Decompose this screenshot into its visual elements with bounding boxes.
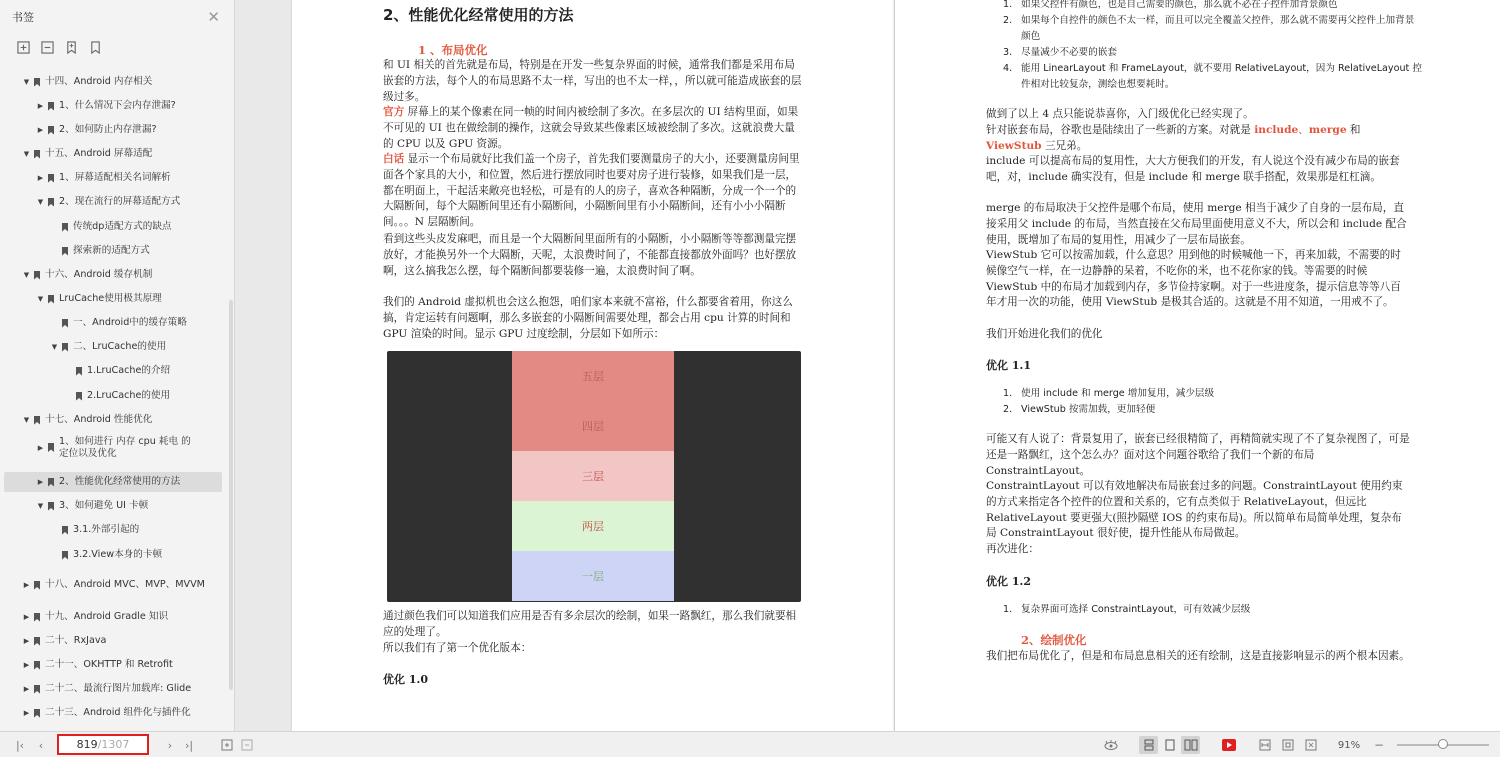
fit-width-icon[interactable] <box>1258 737 1272 753</box>
zoom-slider-handle[interactable] <box>1438 739 1448 749</box>
paragraph: 再次进化： <box>986 543 1039 555</box>
chevron-right-icon[interactable]: ▶ <box>23 685 30 693</box>
continuous-view-icon[interactable] <box>1139 736 1158 754</box>
paragraph: 和 UI 相关的首先就是布局，特别是在开发一些复杂界面的时候，通常我们都是采用布局嵌套的方法，每个人的布局思路不太一样，写出的也不太一样，，所以就可能造成嵌套的层级过多。 <box>383 59 802 103</box>
bookmark-label: 2、现在流行的屏幕适配方式 <box>59 196 181 207</box>
bookmark-item[interactable] <box>4 337 222 357</box>
paragraph: 可能又有人说了：背景复用了，嵌套已经很精简了，再精简就实现了不了复杂视图了，可是还是一路飘红，这个怎么办？面对这个问题谷歌给了我们一个新的布局 ConstraintLayout。 <box>986 433 1410 477</box>
export-page-icon[interactable] <box>240 737 254 753</box>
sidebar-title: 书签 <box>12 11 34 24</box>
keyword-include: include <box>1254 124 1299 136</box>
bookmark-label: 3、如何避免 UI 卡顿 <box>59 500 149 511</box>
page-number-input[interactable]: 819 /1307 <box>57 734 149 755</box>
chevron-down-icon[interactable]: ▼ <box>23 416 30 424</box>
overdraw-layers-figure <box>387 351 801 602</box>
bookmark-item[interactable] <box>4 386 222 406</box>
bookmark-icon <box>48 478 54 487</box>
chevron-right-icon[interactable]: ▶ <box>37 102 44 110</box>
bookmark-label: 1、屏幕适配相关名词解析 <box>59 172 171 183</box>
bookmark-icon <box>34 661 40 670</box>
bookmark-icon <box>34 709 40 718</box>
label-plain: 白话 <box>383 153 405 165</box>
bookmark-icon <box>62 343 68 352</box>
list-item: 1. 使用 include 和 merge 增加复用，减少层级 <box>1003 388 1215 399</box>
add-bookmark-icon[interactable] <box>64 40 78 54</box>
document-page-left <box>292 0 894 731</box>
bookmark-item[interactable] <box>4 72 222 92</box>
page-heading: 2、性能优化经常使用的方法 <box>383 6 574 24</box>
bookmark-item[interactable] <box>4 289 222 309</box>
last-page-icon[interactable]: ›| <box>184 738 194 752</box>
paragraph: 我们开始进化我们的优化 <box>986 328 1103 340</box>
chevron-right-icon[interactable]: ▶ <box>23 709 30 717</box>
bookmark-icon <box>48 102 54 111</box>
sidebar-toolbar <box>0 34 234 60</box>
bookmark-item[interactable] <box>4 435 222 460</box>
list-item: 2. ViewStub 按需加载，更加轻便 <box>1003 404 1156 415</box>
bookmark-label: 1.LruCache的介绍 <box>87 365 171 376</box>
bookmark-icon <box>34 637 40 646</box>
subheading-opt-1-0: 优化 1.0 <box>383 673 428 686</box>
bookmark-item[interactable] <box>4 168 222 188</box>
label-official: 官方 <box>383 106 405 118</box>
bookmark-item[interactable] <box>4 703 222 723</box>
bookmark-item[interactable] <box>4 679 222 699</box>
bookmark-icon <box>34 613 40 622</box>
next-page-icon[interactable]: › <box>167 738 173 752</box>
bookmark-item[interactable] <box>4 217 222 237</box>
bookmark-label: 2、性能优化经常使用的方法 <box>59 476 181 487</box>
fit-page-icon[interactable] <box>1281 737 1295 753</box>
bookmark-label: 传统dp适配方式的缺点 <box>73 221 172 232</box>
keyword-viewstub: ViewStub <box>986 139 1042 152</box>
paragraph: 官方 屏幕上的某个像素在同一帧的时间内被绘制了多次。在多层次的 UI 结构里面，如果不可见的 UI 也在做绘制的操作，这就会导致某些像素区域被绘制了多次。这就浪费大量的 CPU 以及 GPU 资源。 <box>383 106 799 150</box>
subheading-opt-1-2: 优化 1.2 <box>986 575 1031 588</box>
bookmark-label: 3.1.外部引起的 <box>73 524 140 535</box>
close-icon[interactable]: ✕ <box>207 8 220 26</box>
rotate-page-icon[interactable] <box>220 737 234 753</box>
paragraph: 通过颜色我们可以知道我们应用是否有多余层次的绘制，如果一路飘红，那么我们就要相应的处理了。 <box>383 610 797 638</box>
bookmark-label: 二十一、OKHTTP 和 Retrofit <box>45 659 173 670</box>
status-bar <box>0 731 1500 757</box>
expand-all-icon[interactable] <box>16 40 30 54</box>
bookmark-item[interactable] <box>4 120 222 140</box>
bookmark-item[interactable] <box>4 361 222 381</box>
bookmark-icon <box>48 198 54 207</box>
bookmark-icon <box>48 295 54 304</box>
bookmark-item[interactable] <box>4 520 222 540</box>
bookmark-item[interactable] <box>4 265 222 285</box>
paragraph: 我们的 Android 虚拟机也会这么抱怨，咱们家本来就不富裕，什么都要省着用，你这么搞，肯定运转有问题啊，那么多嵌套的小隔断间需要处理，都会占用 cpu 计算的时间和 GPU 渲染的时间。显示 GPU 过度绘制，分层如下如所示： <box>383 296 793 340</box>
bookmark-label: 1、什么情况下会内存泄漏? <box>59 100 176 111</box>
chevron-down-icon[interactable]: ▼ <box>23 271 30 279</box>
bookmark-label: 2.LruCache的使用 <box>87 390 171 401</box>
bookmark-label: 1、如何进行 内存 cpu 耗电 的定位以及优化 <box>59 435 191 459</box>
bookmark-icon <box>62 526 68 535</box>
chevron-down-icon[interactable]: ▼ <box>23 150 30 158</box>
single-page-view-icon[interactable] <box>1160 736 1179 754</box>
list-item: 3. 尽量减少不必要的嵌套 <box>1003 47 1117 58</box>
bookmark-item[interactable] <box>4 655 222 675</box>
chevron-down-icon[interactable]: ▼ <box>37 295 44 303</box>
bookmark-icon[interactable] <box>88 40 102 54</box>
prev-page-icon[interactable]: ‹ <box>38 738 44 752</box>
list-item: 2. 如果每个自控件的颜色不太一样，而且可以完全覆盖父控件，那么就不需要再父控件上加背景颜色 <box>1003 15 1415 42</box>
two-page-view-icon[interactable] <box>1181 736 1200 754</box>
bookmark-label: 十八、Android MVC、MVP、MVVM <box>45 579 205 590</box>
chevron-right-icon[interactable]: ▶ <box>23 613 30 621</box>
chevron-right-icon[interactable]: ▶ <box>23 661 30 669</box>
list-item: 1. 如果父控件有颜色，也是自己需要的颜色，那么就不必在子控件加背景颜色 <box>1003 0 1338 10</box>
bookmark-label: 二、LruCache的使用 <box>73 341 167 352</box>
bookmark-label: 2、如何防止内存泄漏? <box>59 124 157 135</box>
numbered-list <box>1003 386 1403 418</box>
overdraw-layer: 四层 <box>512 401 674 451</box>
bookmark-item[interactable] <box>4 192 222 212</box>
chevron-right-icon[interactable]: ▶ <box>37 126 44 134</box>
overdraw-layer: 一层 <box>512 551 674 601</box>
bookmark-icon <box>62 319 68 328</box>
collapse-all-icon[interactable] <box>40 40 54 54</box>
paragraph: include 可以提高布局的复用性，大大方便我们的开发，有人说这个没有减少布局的嵌套吧，对，include 确实没有，但是 include 和 merge 联手搭配，效果那是杠杠滴。 <box>986 155 1400 183</box>
bookmark-icon <box>34 150 40 159</box>
document-page-right <box>894 0 1500 731</box>
bookmark-item[interactable] <box>4 575 222 595</box>
bookmark-item[interactable] <box>4 241 222 261</box>
chevron-down-icon[interactable]: ▼ <box>37 198 44 206</box>
chevron-right-icon[interactable]: ▶ <box>23 637 30 645</box>
paragraph: 看到这些头皮发麻吧，而且是一个大隔断间里面所有的小隔断，小小隔断等等都测量完摆放好，才能换另外一个大隔断，天呢，太浪费时间了，不能都直接都放外面吗？也好摆放啊，这么搞我怎么摆，每个隔断间都要装修一遍，太浪费时间了啊。 <box>383 233 797 277</box>
keyword-merge: merge <box>1308 124 1347 136</box>
paragraph: 我们把布局优化了，但是和布局息息相关的还有绘制，这是直接影响显示的两个根本因素。 <box>986 650 1410 662</box>
chevron-right-icon[interactable]: ▶ <box>23 581 30 589</box>
bookmark-label: 3.2.View本身的卡顿 <box>73 549 163 560</box>
bookmark-label: 十七、Android 性能优化 <box>45 414 153 425</box>
bookmark-item[interactable] <box>4 545 222 565</box>
overdraw-layer: 五层 <box>512 351 674 401</box>
bookmark-item[interactable] <box>4 496 222 516</box>
sidebar-header <box>0 0 234 34</box>
bookmark-icon <box>48 502 54 511</box>
bookmark-label: 一、Android中的缓存策略 <box>73 317 187 328</box>
first-page-icon[interactable]: |‹ <box>15 738 25 752</box>
bookmark-item[interactable] <box>4 472 222 492</box>
chevron-right-icon[interactable]: ▶ <box>37 443 44 452</box>
paragraph: merge 的布局取决于父控件是哪个布局，使用 merge 相当于减少了自身的一层布局，直接采用父 include 的布局，当然直接在父布局里面使用意义不大，所以会和 include 配合使用，既增加了布局的复用性，用减少了一层布局嵌套。 <box>986 202 1407 246</box>
paragraph: ConstraintLayout 可以有效地解决布局嵌套过多的问题。ConstraintLayout 使用约束的方式来指定各个控件的位置和关系的，它有点类似于 RelativeLayout，但远比 RelativeLayout 要更强大(照抄隔壁 IOS 的约束布局)。所以简单布局简单处理，复杂布局 ConstraintLayout 很好使，提升性能从布局做起。 <box>986 480 1403 540</box>
bookmark-icon <box>48 126 54 135</box>
bookmark-item[interactable] <box>4 96 222 116</box>
paragraph: ViewStub 它可以按需加载，什么意思？用到他的时候喊他一下，再来加载，不需要的时候像空气一样，在一边静静的呆着，不吃你的米，也不花你家的钱。等需要的时候 ViewStub 中的布局才加载到内存，多节俭持家啊。对于一些进度条，提示信息等等八百年才用一次的功能，使用 ViewStub 是极其合适的。这就是不用不知道，一用戒不了。 <box>986 249 1401 309</box>
bookmark-label: 探索新的适配方式 <box>73 245 150 256</box>
bookmark-sidebar <box>0 0 235 731</box>
zoom-level[interactable]: 91% <box>1337 739 1361 751</box>
bookmark-icon <box>48 443 54 452</box>
bookmark-label: LruCache使用极其原理 <box>59 293 162 304</box>
chevron-down-icon[interactable]: ▼ <box>37 502 44 510</box>
actual-size-icon[interactable] <box>1304 737 1318 753</box>
eye-protection-icon[interactable] <box>1102 737 1120 753</box>
bookmark-label: 二十二、最流行图片加载库: Glide <box>45 683 192 694</box>
chevron-down-icon[interactable]: ▼ <box>23 78 30 86</box>
document-viewer <box>236 0 1500 731</box>
bookmark-label: 二十、RxJava <box>45 635 107 646</box>
bookmark-label: 十六、Android 缓存机制 <box>45 269 153 280</box>
bookmark-label: 十九、Android Gradle 知识 <box>45 611 169 622</box>
bookmark-label: 二十三、Android 组件化与插件化 <box>45 707 191 718</box>
bookmark-label: 十四、Android 内存相关 <box>45 76 153 87</box>
paragraph: 针对嵌套布局，谷歌也是陆续出了一些新的方案。对就是 include、merge 和 ViewStub 三兄弟。 <box>986 124 1361 152</box>
bookmark-icon <box>76 392 82 401</box>
chevron-right-icon[interactable]: ▶ <box>37 174 44 182</box>
overdraw-layer: 两层 <box>512 501 674 551</box>
chevron-right-icon[interactable]: ▶ <box>37 478 44 486</box>
bookmark-icon <box>48 174 54 183</box>
chevron-down-icon[interactable]: ▼ <box>51 343 58 351</box>
bookmark-item[interactable] <box>4 631 222 651</box>
numbered-list <box>1003 0 1423 93</box>
bookmark-icon <box>34 416 40 425</box>
bookmark-icon <box>62 223 68 232</box>
bookmark-item[interactable] <box>4 313 222 333</box>
overdraw-layer: 三层 <box>512 451 674 501</box>
subheading-opt-1-1: 优化 1.1 <box>986 359 1031 372</box>
play-slideshow-icon[interactable] <box>1220 737 1238 753</box>
bookmark-label: 十五、Android 屏幕适配 <box>45 148 153 159</box>
section-title-layout: 1 、布局优化 <box>418 43 488 57</box>
paragraph: 做到了以上 4 点只能说恭喜你，入门级优化已经实现了。 <box>986 108 1254 120</box>
bookmark-icon <box>34 685 40 694</box>
zoom-out-icon[interactable]: − <box>1373 738 1385 752</box>
bookmark-icon <box>62 551 68 560</box>
bookmark-icon <box>34 581 40 590</box>
paragraph: 白话 显示一个布局就好比我们盖一个房子，首先我们要测量房子的大小，还要测量房间里面各个家具的大小，和位置，然后进行摆放同时也要对房子进行装修，如果我们是一层，都在明面上，干起活来敞亮也轻松，可是有的人的房子，喜欢各种隔断，分成一个一个的大隔断间，每个大隔断间里还有小隔断间，小隔断间里有小小隔断间，还有小小小隔断间。。。N 层隔断间。 <box>383 153 800 229</box>
section-title-draw: 2、绘制优化 <box>1021 633 1087 647</box>
bookmark-icon <box>62 247 68 256</box>
sidebar-scrollbar[interactable] <box>229 300 233 690</box>
bookmark-item[interactable] <box>4 144 222 164</box>
bookmark-icon <box>34 271 40 280</box>
list-item: 4. 能用 LinearLayout 和 FrameLayout，就不要用 RelativeLayout，因为 RelativeLayout 控件相对比较复杂，测绘也想要耗时。 <box>1003 63 1422 90</box>
bookmark-icon <box>76 367 82 376</box>
numbered-list <box>1003 602 1403 618</box>
paragraph: 所以我们有了第一个优化版本： <box>383 642 532 654</box>
list-item: 1. 复杂界面可选择 ConstraintLayout，可有效减少层级 <box>1003 604 1251 615</box>
bookmark-item[interactable] <box>4 607 222 627</box>
bookmark-icon <box>34 78 40 87</box>
bookmark-item[interactable] <box>4 410 222 430</box>
